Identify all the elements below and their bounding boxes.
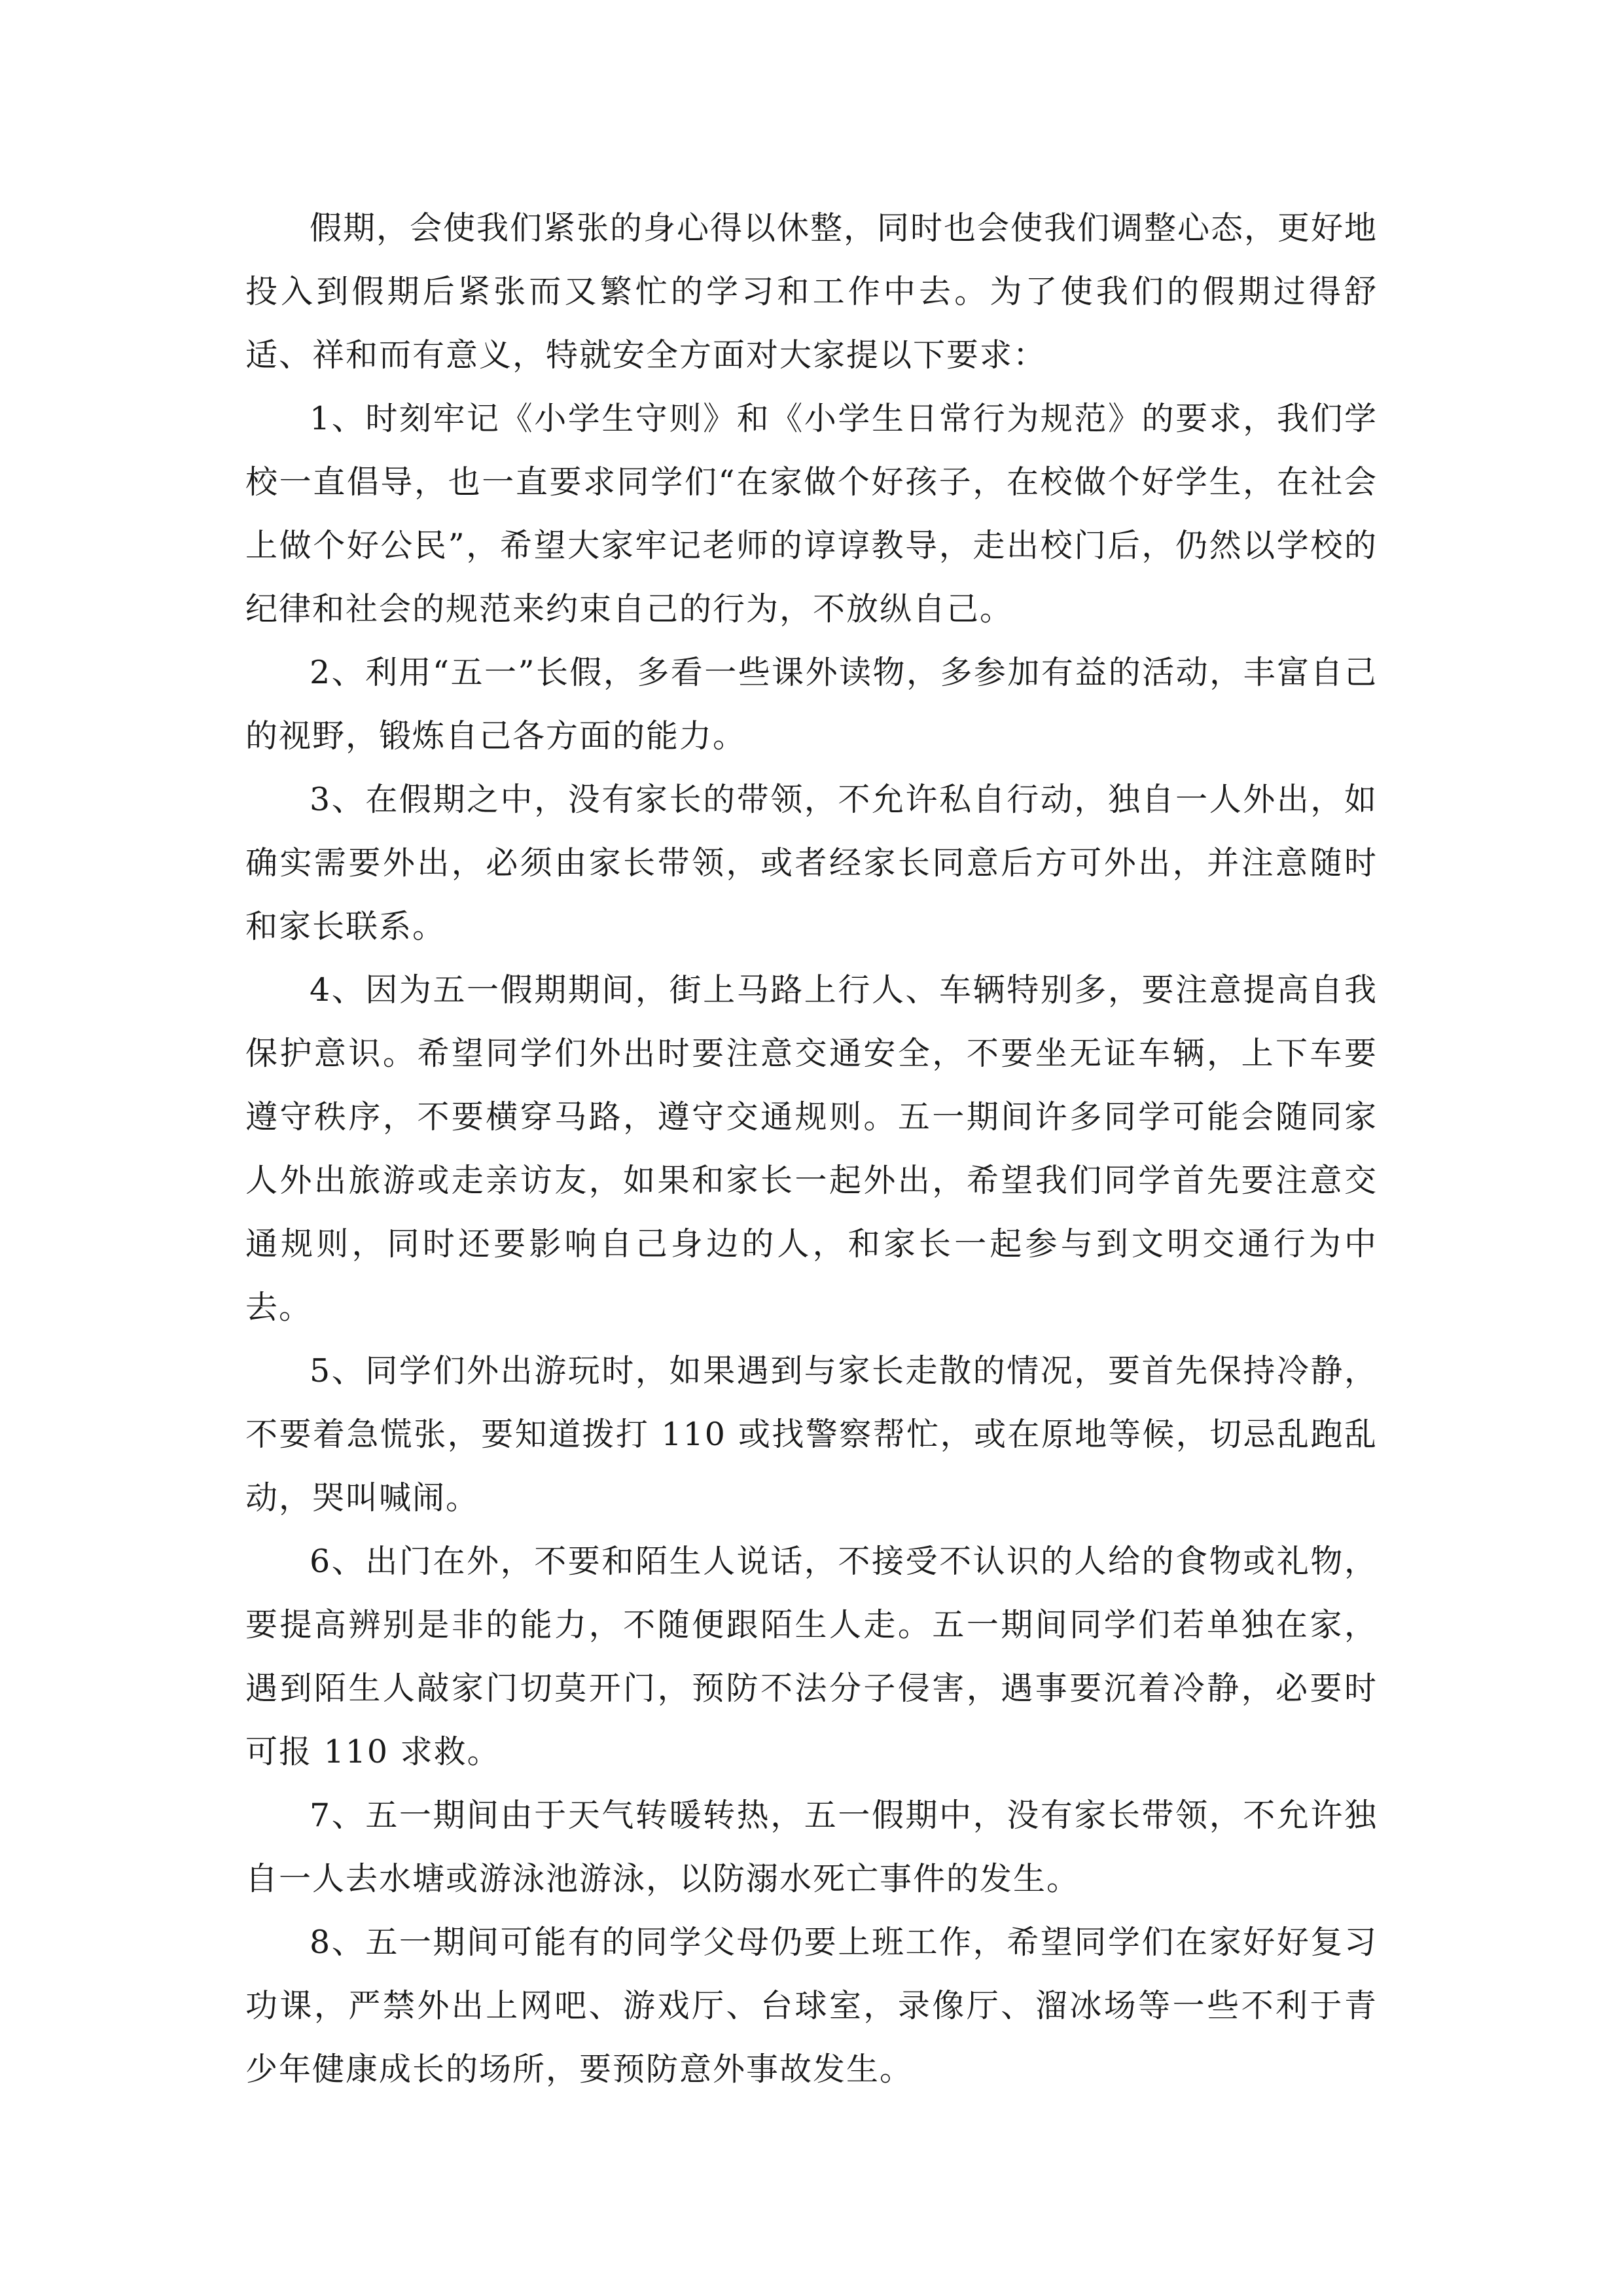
requirement-4-paragraph: 4、因为五一假期期间，街上马路上行人、车辆特别多，要注意提高自我保护意识。希望同学们外出时要注意交通安全，不要坐无证车辆，上下车要遵守秩序，不要横穿马路，遵守交通规则。五一期间许多同学可能会随同家人外出旅游或走亲访友，如果和家长一起外出，希望我们同学首先要注意交通规则，同时还要影响自己身边的人，和家长一起参与到文明交通行为中去。 — [245, 971, 1378, 1326]
requirement-1-paragraph: 1、时刻牢记《小学生守则》和《小学生日常行为规范》的要求，我们学校一直倡导，也一直要求同学们“在家做个好孩子，在校做个好学生，在社会上做个好公民”，希望大家牢记老师的谆谆教导，走出校门后，仍然以学校的纪律和社会的规范来约束自己的行为，不放纵自己。 — [245, 400, 1378, 628]
requirement-7-paragraph: 7、五一期间由于天气转暖转热，五一假期中，没有家长带领，不允许独自一人去水塘或游泳池游泳，以防溺水死亡事件的发生。 — [245, 1797, 1378, 1897]
requirement-2-paragraph: 2、利用“五一”长假，多看一些课外读物，多参加有益的活动，丰富自己的视野，锻炼自己各方面的能力。 — [245, 654, 1378, 755]
requirement-8-paragraph: 8、五一期间可能有的同学父母仍要上班工作，希望同学们在家好好复习功课，严禁外出上网吧、游戏厅、台球室，录像厅、溜冰场等一些不利于青少年健康成长的场所，要预防意外事故发生。 — [245, 1924, 1378, 2088]
requirement-5-paragraph: 5、同学们外出游玩时，如果遇到与家长走散的情况，要首先保持冷静，不要着急慌张，要知道拨打 110 或找警察帮忙，或在原地等候，切忌乱跑乱动，哭叫喊闹。 — [245, 1352, 1378, 1516]
requirement-6-paragraph: 6、出门在外，不要和陌生人说话，不接受不认识的人给的食物或礼物，要提高辨别是非的能力，不随便跟陌生人走。五一期间同学们若单独在家，遇到陌生人敲家门切莫开门，预防不法分子侵害，遇事要沉着冷静，必要时可报 110 求救。 — [245, 1543, 1378, 1770]
document-body — [245, 196, 1378, 2101]
intro-paragraph: 假期，会使我们紧张的身心得以休整，同时也会使我们调整心态，更好地投入到假期后紧张而又繁忙的学习和工作中去。为了使我们的假期过得舒适、祥和而有意义，特就安全方面对大家提以下要求： — [245, 209, 1378, 374]
requirement-3-paragraph: 3、在假期之中，没有家长的带领，不允许私自行动，独自一人外出，如确实需要外出，必须由家长带领，或者经家长同意后方可外出，并注意随时和家长联系。 — [245, 781, 1378, 945]
